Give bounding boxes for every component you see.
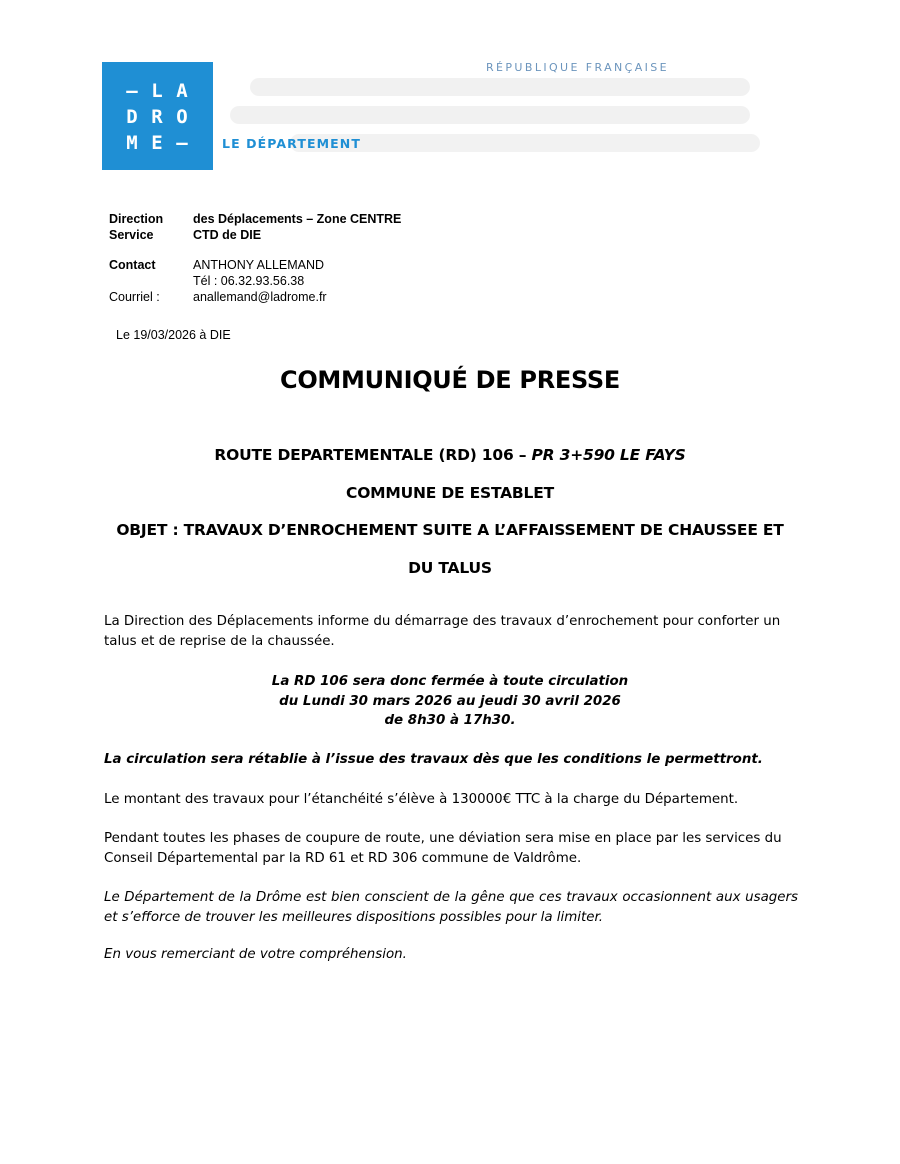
commune-title: COMMUNE DE ESTABLET (346, 484, 554, 502)
contact-phone: Tél : 06.32.93.56.38 (193, 274, 305, 288)
contact-block (109, 211, 401, 305)
reopen-paragraph: La circulation sera rétablie à l’issue des travaux dès que les conditions le permettront. (104, 752, 763, 767)
route-prefix: ROUTE DEPARTEMENTALE (RD) 106 – (214, 446, 527, 464)
service-label: Service (109, 228, 154, 242)
email-row (109, 289, 401, 305)
email-value: anallemand@ladrome.fr (193, 290, 327, 304)
logo-line-1: – L A (126, 80, 189, 102)
republique-label: RÉPUBLIQUE FRANÇAISE (486, 61, 670, 74)
objet-title-line-2: DU TALUS (408, 559, 492, 577)
detour-paragraph: Pendant toutes les phases de coupure de route, une déviation sera mise en place par les services du Conseil Départemental par la RD 61 et RD 306 commune de Valdrôme. (104, 831, 782, 866)
objet-title-line-1: OBJET : TRAVAUX D’ENROCHEMENT SUITE A L’AFFAISSEMENT DE CHAUSSEE ET (116, 521, 784, 539)
logo-line-3: M E – (126, 132, 189, 154)
direction-value: des Déplacements – Zone CENTRE (193, 212, 402, 226)
closure-line-1: La RD 106 sera donc fermée à toute circulation (271, 674, 629, 689)
closure-notice (0, 672, 900, 731)
closure-line-3: de 8h30 à 17h30. (384, 713, 516, 728)
apology-paragraph: Le Département de la Drôme est bien conscient de la gêne que ces travaux occasionnent aux usagers et s’efforce de trouver les meilleures dispositions possibles pour la limiter. (104, 890, 798, 925)
direction-row (109, 211, 401, 227)
contact-row (109, 257, 401, 273)
department-label: LE DÉPARTEMENT (222, 136, 361, 151)
closure-line-2: du Lundi 30 mars 2026 au jeudi 30 avril 2026 (279, 693, 621, 709)
page-title: COMMUNIQUÉ DE PRESSE (280, 366, 620, 394)
email-label: Courriel : (109, 290, 160, 304)
service-row (109, 227, 401, 243)
la-drome-logo (102, 62, 213, 170)
contact-label: Contact (109, 258, 156, 272)
route-pr: PR 3+590 LE FAYS (531, 446, 686, 464)
direction-label: Direction (109, 212, 164, 226)
logo-line-2: D R O (126, 106, 189, 128)
intro-paragraph: La Direction des Déplacements informe du démarrage des travaux d’enrochement pour conforter un talus et de reprise de la chaussée. (104, 614, 781, 649)
thanks-paragraph: En vous remerciant de votre compréhension. (104, 947, 407, 962)
service-value: CTD de DIE (193, 228, 262, 242)
cost-paragraph: Le montant des travaux pour l’étanchéité s’élève à 130000€ TTC à la charge du Département. (104, 792, 739, 807)
phone-row (109, 273, 401, 289)
route-title (0, 446, 900, 464)
date-line: Le 19/03/2026 à DIE (116, 328, 231, 342)
header-watermark (230, 70, 770, 170)
contact-name: ANTHONY ALLEMAND (193, 258, 325, 272)
